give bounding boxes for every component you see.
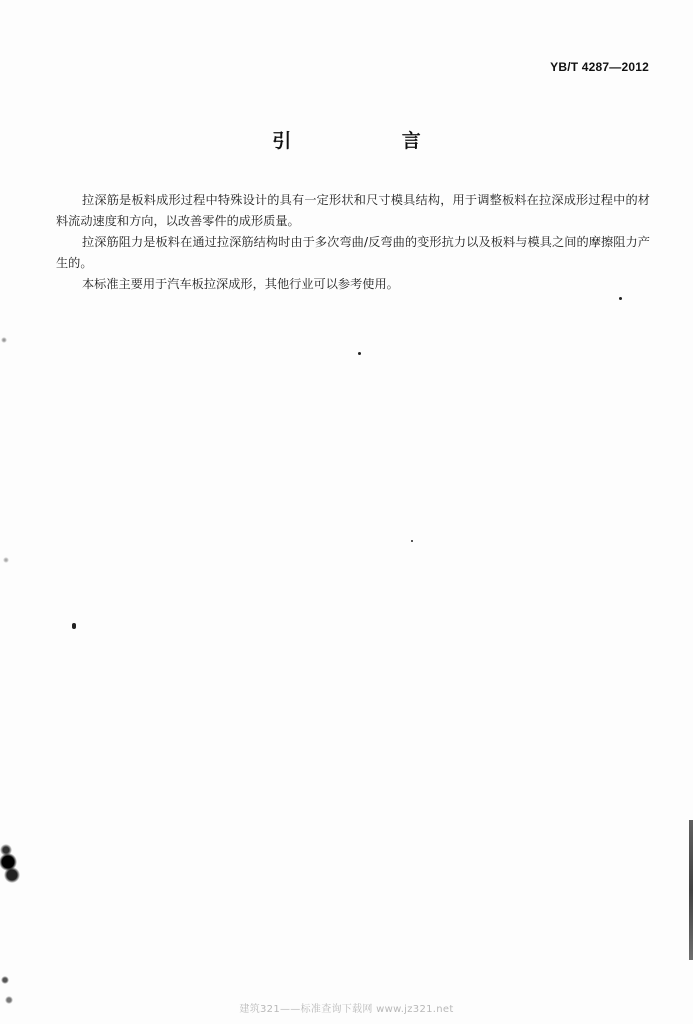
scan-noise-right [689,820,693,960]
paragraph-3: 本标准主要用于汽车板拉深成形，其他行业可以参考使用。 [82,277,399,291]
watermark-footer: 建筑321——标准查询下载网 www.jz321.net [239,1004,454,1015]
scan-speck [411,540,413,542]
scan-speck [358,352,361,355]
scan-speck [72,623,76,629]
standard-code: YB/T 4287—2012 [550,60,649,74]
paragraph-2: 拉深筋阻力是板料在通过拉深筋结构时由于多次弯曲/反弯曲的变形抗力以及板料与模具之间的摩擦阻力产生的。 [56,235,650,270]
body-text [56,190,650,295]
scan-noise-left [0,0,22,1024]
scan-speck [619,297,622,300]
section-title: 引 言 [272,130,473,152]
paragraph-1: 拉深筋是板料成形过程中特殊设计的具有一定形状和尺寸模具结构，用于调整板料在拉深成形过程中的材料流动速度和方向，以改善零件的成形质量。 [56,193,650,228]
